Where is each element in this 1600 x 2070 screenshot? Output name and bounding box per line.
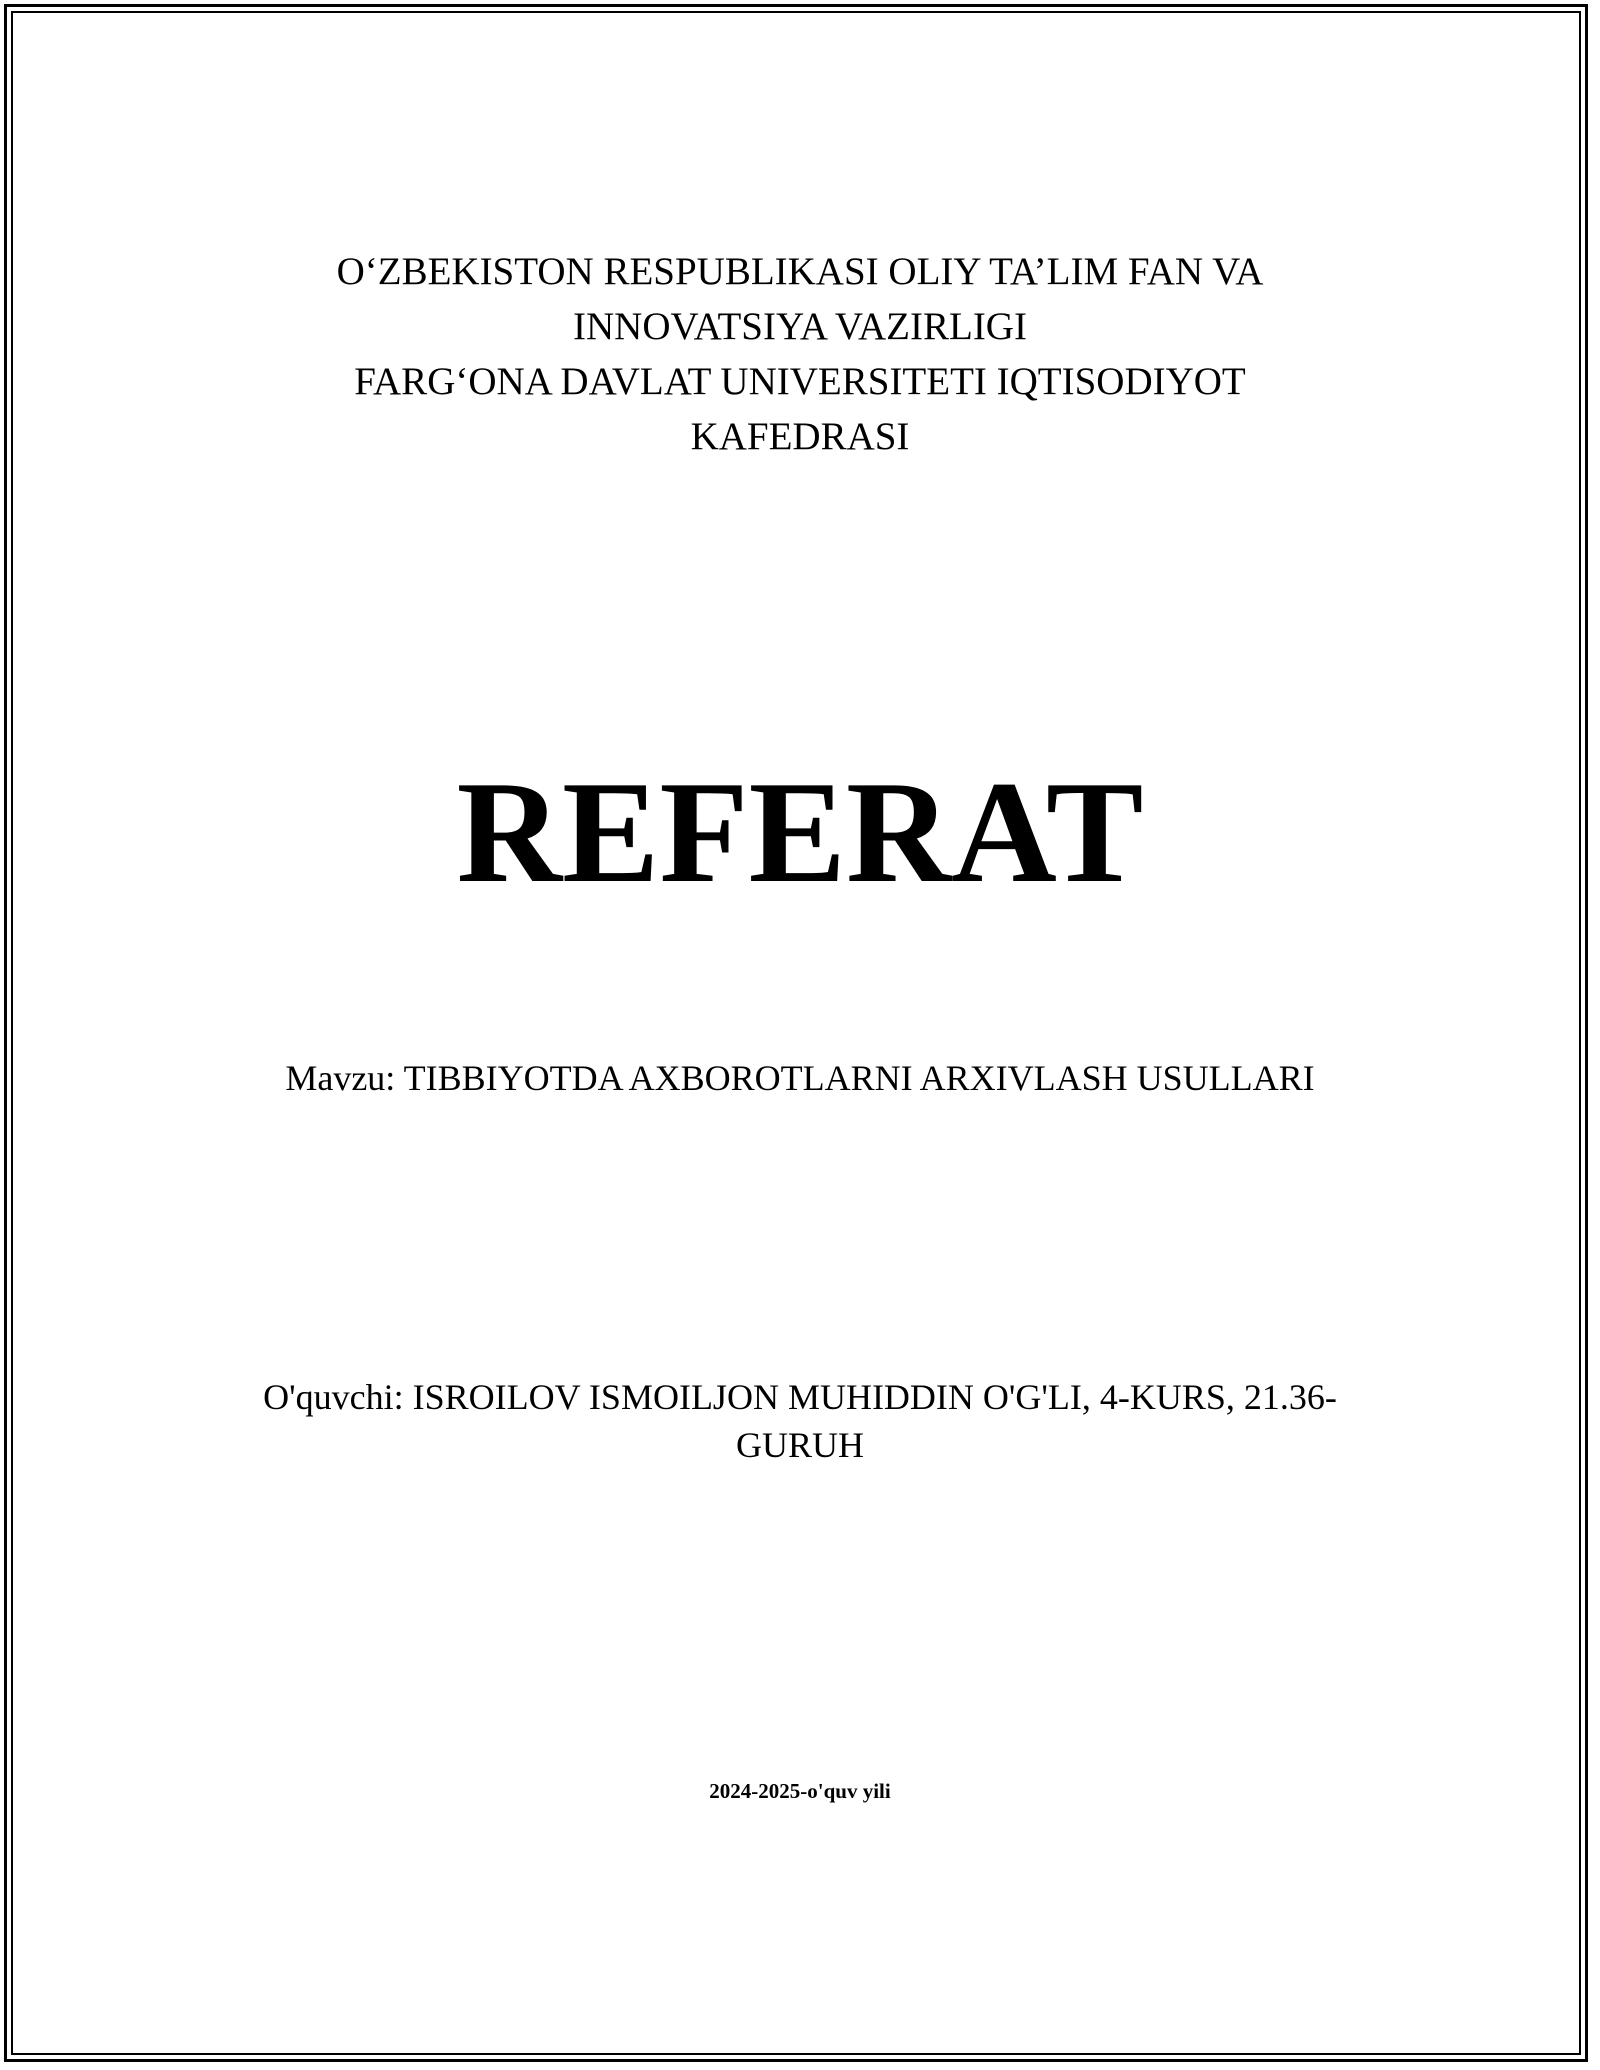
header-line-3: FARG‘ONA DAVLAT UNIVERSITETI IQTISODIYOT xyxy=(354,360,1246,403)
student-line-1: O'quvchi: ISROILOV ISMOILJON MUHIDDIN O'G'LI, 4-KURS, 21.36- xyxy=(263,1377,1337,1417)
institution-header xyxy=(0,244,1600,464)
student-info xyxy=(0,1373,1600,1469)
header-line-4: KAFEDRASI xyxy=(690,415,910,458)
academic-year: 2024-2025-o'quv yili xyxy=(709,1779,891,1803)
header-line-2: INNOVATSIYA VAZIRLIGI xyxy=(573,305,1027,348)
student-line-2: GURUH xyxy=(735,1425,864,1465)
header-line-1: O‘ZBEKISTON RESPUBLIKASI OLIY TA’LIM FAN VA xyxy=(336,250,1264,293)
topic-line: Mavzu: TIBBIYOTDA AXBOROTLARNI ARXIVLASH USULLARI xyxy=(285,1058,1315,1098)
document-title: REFERAT xyxy=(456,751,1144,913)
